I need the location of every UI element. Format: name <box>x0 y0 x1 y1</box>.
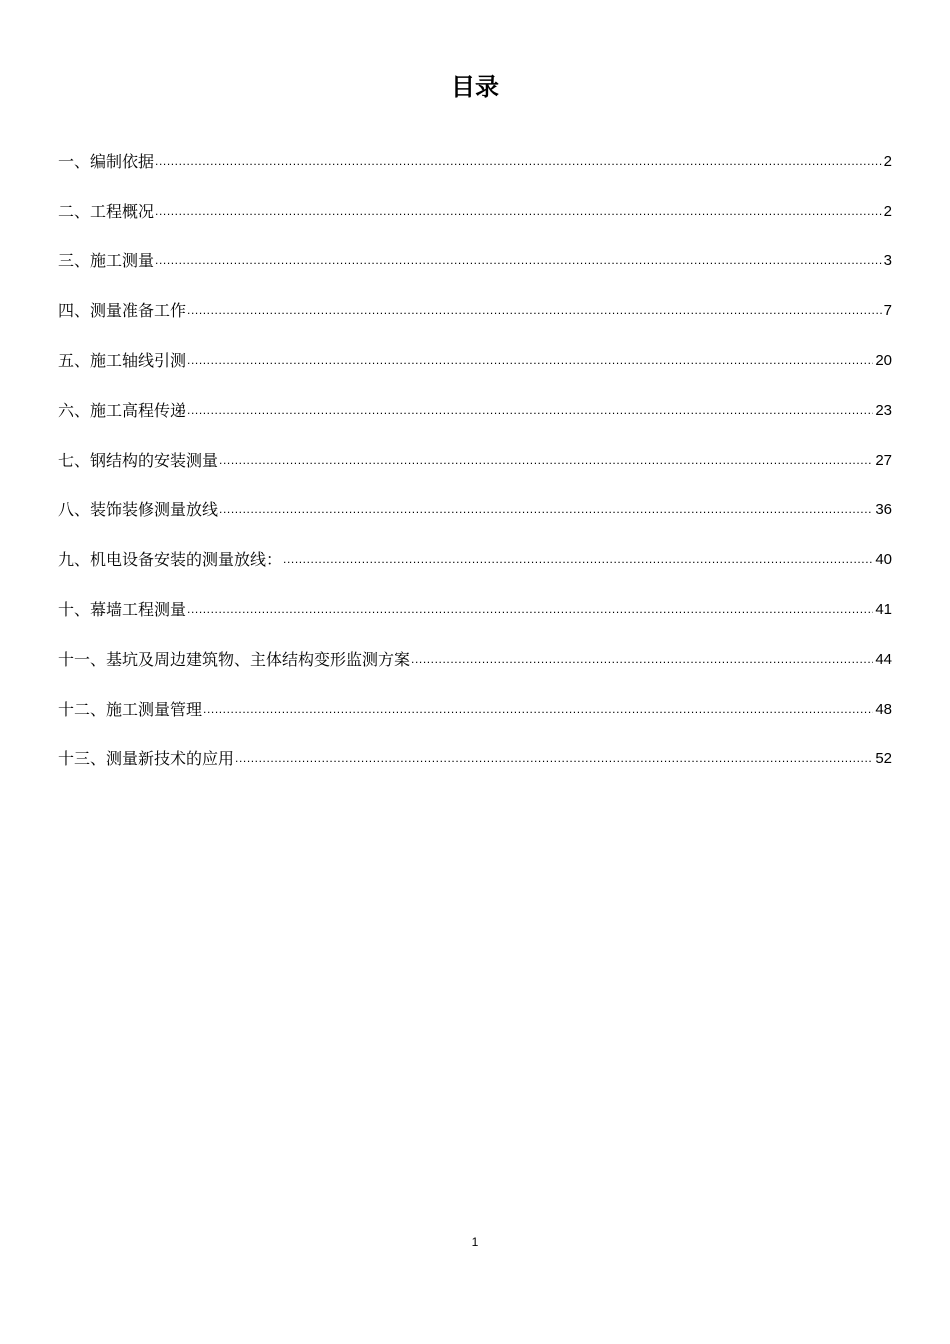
toc-entry[interactable] <box>58 582 892 632</box>
toc-entry[interactable] <box>58 383 892 433</box>
toc-page-number: 36 <box>875 501 892 519</box>
toc-page-number: 27 <box>875 451 892 469</box>
toc-entry-title: 七、钢结构的安装测量 <box>58 450 219 470</box>
toc-entry[interactable] <box>58 234 892 284</box>
toc-dot-leader <box>187 350 873 370</box>
toc-dot-leader <box>187 599 873 619</box>
toc-entry-title: 八、装饰装修测量放线 <box>58 500 219 520</box>
toc-dot-leader <box>187 300 882 320</box>
toc-dot-leader <box>155 201 882 221</box>
toc-dot-leader <box>187 400 873 420</box>
toc-page-number: 3 <box>883 252 892 270</box>
toc-page-number: 52 <box>875 750 892 768</box>
toc-page-number: 48 <box>875 700 892 718</box>
toc-page-number: 7 <box>883 302 892 320</box>
toc-page-number: 20 <box>875 351 892 369</box>
toc-dot-leader <box>283 549 873 569</box>
toc-entry-title: 九、机电设备安装的测量放线： <box>58 550 283 570</box>
toc-entry[interactable] <box>58 184 892 234</box>
toc-page-number: 2 <box>883 202 892 220</box>
toc-dot-leader <box>235 748 873 768</box>
toc-entry-title: 五、施工轴线引测 <box>58 350 187 370</box>
toc-dot-leader <box>203 699 873 719</box>
toc-heading: 目录 <box>451 73 499 101</box>
toc-entry[interactable] <box>58 333 892 383</box>
toc-page-number: 41 <box>875 600 892 618</box>
toc-entry-title: 四、测量准备工作 <box>58 301 187 321</box>
toc-dot-leader <box>411 649 873 669</box>
toc-entry-title: 十、幕墙工程测量 <box>58 599 187 619</box>
toc-entry[interactable] <box>58 732 892 782</box>
toc-dot-leader <box>155 151 882 171</box>
toc-page-number: 2 <box>883 152 892 170</box>
toc-entry[interactable] <box>58 134 892 184</box>
toc-entry-title: 十二、施工测量管理 <box>58 699 203 719</box>
toc-entry[interactable] <box>58 283 892 333</box>
toc-entry[interactable] <box>58 433 892 483</box>
toc-page-number: 23 <box>875 401 892 419</box>
toc-entry-title: 十一、基坑及周边建筑物、主体结构变形监测方案 <box>58 649 411 669</box>
toc-entry-title: 三、施工测量 <box>58 251 155 271</box>
toc-dot-leader <box>219 450 873 470</box>
toc-dot-leader <box>219 499 873 519</box>
toc-dot-leader <box>155 250 882 270</box>
toc-entry-title: 十三、测量新技术的应用 <box>58 749 235 769</box>
toc-entry[interactable] <box>58 682 892 732</box>
toc-entry[interactable] <box>58 483 892 533</box>
toc-page-number: 40 <box>875 551 892 569</box>
toc-entry-title: 一、编制依据 <box>58 151 155 171</box>
toc-entry-title: 二、工程概况 <box>58 201 155 221</box>
toc-entry[interactable] <box>58 632 892 682</box>
toc-entry-title: 六、施工高程传递 <box>58 400 187 420</box>
toc-page-number: 44 <box>875 650 892 668</box>
toc-entry[interactable] <box>58 532 892 582</box>
toc-list <box>58 134 892 781</box>
footer-page-number: 1 <box>471 1235 479 1249</box>
